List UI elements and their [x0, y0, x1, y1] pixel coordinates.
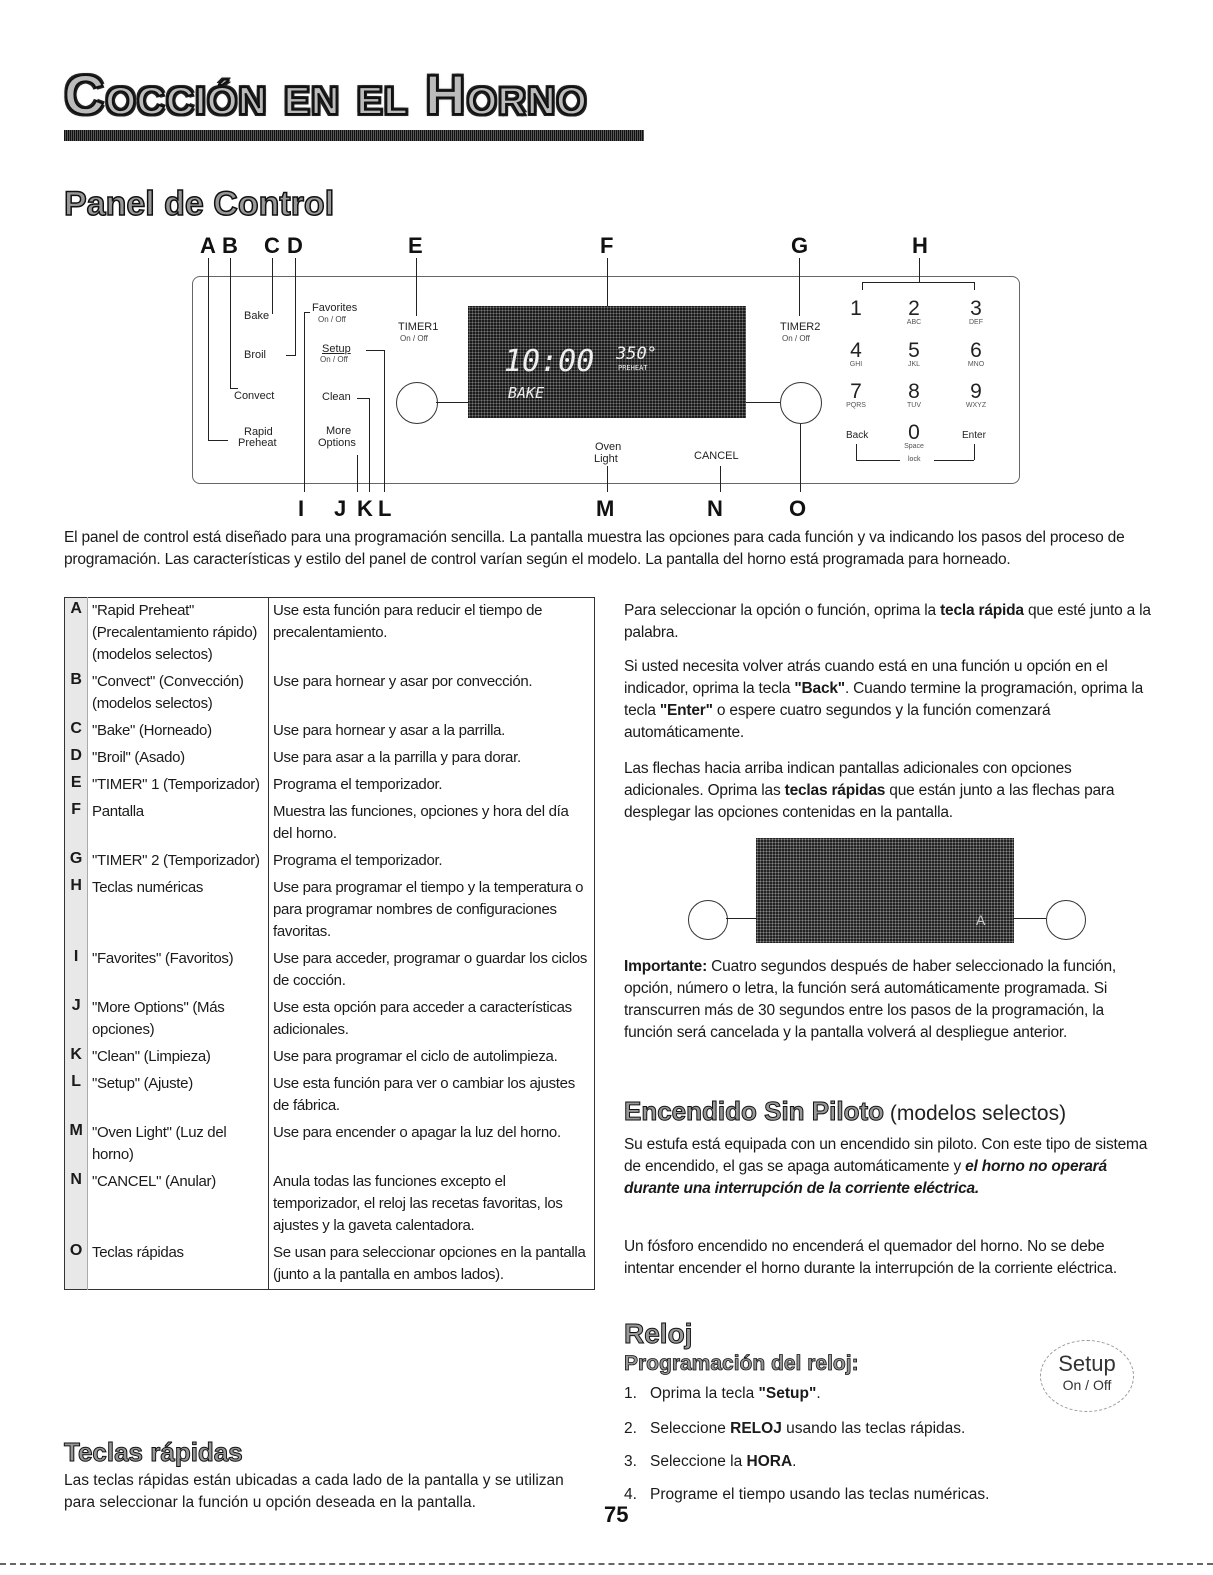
setup-button-label: Setup — [1058, 1351, 1116, 1376]
label-rapid: Rapid — [244, 426, 273, 438]
row-tag: F — [65, 799, 88, 848]
mini-right-soft-key-icon — [1046, 900, 1086, 940]
label-convect: Convect — [234, 390, 275, 402]
paragraph-select: Para seleccionar la opción o función, oprima la tecla rápida que esté junto a la palabra. — [624, 602, 1151, 641]
oven-display — [468, 306, 746, 418]
row-tag: L — [65, 1071, 88, 1120]
row-name: "Convect" (Convección) (modelos selectos) — [88, 669, 269, 718]
row-description: Use esta opción para acceder a características adicionales. — [273, 999, 572, 1038]
row-name: "Rapid Preheat" (Precalentamiento rápido) (modelos selectos) — [88, 598, 269, 670]
row-name: "More Options" (Más opciones) — [88, 995, 269, 1044]
label-bake: Bake — [244, 310, 270, 322]
bottom-rule — [0, 1563, 1213, 1565]
table-row — [65, 995, 595, 1044]
teclas-paragraph: Las teclas rápidas están ubicadas a cada lado de la pantalla y se utilizan para seleccionar la función u opción deseada en la pantalla. — [64, 1472, 564, 1511]
table-row — [65, 1044, 595, 1071]
leader-b-h — [230, 388, 238, 389]
letter-k: K — [357, 496, 373, 521]
letter-m: M — [596, 496, 615, 521]
row-name: "TIMER" 2 (Temporizador) — [88, 848, 269, 875]
label-cancel: CANCEL — [694, 450, 739, 462]
label-timer2: TIMER2 — [780, 321, 821, 333]
table-row — [65, 1120, 595, 1169]
row-description: Se usan para seleccionar opciones en la pantalla (junto a la pantalla en ambos lados). — [273, 1244, 586, 1283]
leader-o — [800, 422, 801, 492]
label-oven: Oven — [595, 441, 622, 453]
display-status: PREHEAT — [618, 364, 648, 372]
key-6: 6 MNO — [967, 339, 985, 368]
leader-n — [720, 466, 721, 492]
key-lock: lock — [908, 456, 921, 463]
row-tag: K — [65, 1044, 88, 1071]
letter-c: C — [264, 233, 280, 258]
left-soft-key-icon — [396, 382, 438, 424]
row-name: "Favorites" (Favoritos) — [88, 946, 269, 995]
leader-c — [272, 258, 273, 314]
key-back: Back — [846, 430, 869, 441]
lock-bracket-l — [856, 444, 857, 460]
table-row — [65, 799, 595, 848]
row-name: "Broil" (Asado) — [88, 745, 269, 772]
row-tag: O — [65, 1240, 88, 1290]
label-favorites: Favorites — [312, 302, 358, 314]
leader-l-h — [366, 350, 384, 351]
leader-l — [384, 350, 385, 492]
row-tag: C — [65, 718, 88, 745]
row-description: Programa el temporizador. — [273, 776, 443, 793]
letter-g: G — [791, 233, 809, 258]
label-light: Light — [594, 453, 618, 465]
section-heading-teclas: Teclas rápidas — [64, 1437, 243, 1467]
mini-left-soft-key-icon — [688, 900, 728, 940]
page-title: Cocción en el Horno — [64, 63, 588, 126]
table-row — [65, 598, 595, 670]
step-1: 1. Oprima la tecla "Setup". — [624, 1385, 821, 1402]
row-description: Programa el temporizador. — [273, 852, 443, 869]
leader-h-l — [862, 282, 863, 290]
label-setup: Setup — [322, 343, 351, 355]
table-row — [65, 718, 595, 745]
key-enter: Enter — [962, 430, 986, 441]
right-soft-key-icon — [780, 382, 822, 424]
letter-b: B — [222, 233, 238, 258]
row-tag: D — [65, 745, 88, 772]
row-description: Muestra las funciones, opciones y hora del día del horno. — [273, 803, 569, 842]
mini-display-illustration — [756, 838, 1014, 943]
page-number: 75 — [604, 1502, 629, 1527]
table-row — [65, 875, 595, 946]
key-9: 9 WXYZ — [965, 380, 987, 409]
letter-a: A — [200, 233, 216, 258]
row-description: Use para encender o apagar la luz del horno. — [273, 1124, 561, 1141]
row-description: Anula todas las funciones excepto el temporizador, el reloj las recetas favoritas, los ajustes y la gaveta calentadora. — [273, 1173, 563, 1234]
table-row — [65, 946, 595, 995]
leader-a-h — [208, 440, 228, 441]
title-rule — [64, 130, 644, 141]
step-4: 4. Programe el tiempo usando las teclas numéricas. — [624, 1486, 990, 1503]
letter-h: H — [912, 233, 928, 258]
key-2: 2 ABC — [906, 297, 922, 326]
label-broil: Broil — [244, 349, 267, 361]
row-description: Use para hornear y asar por convección. — [273, 673, 533, 690]
mini-left-line — [726, 918, 756, 919]
leader-d-h — [286, 355, 296, 356]
row-description: Use esta función para reducir el tiempo de precalentamiento. — [273, 602, 543, 641]
row-description: Use esta función para ver o cambiar los ajustes de fábrica. — [273, 1075, 575, 1114]
table-row — [65, 848, 595, 875]
key-3: 3 DEF — [969, 297, 983, 326]
leader-g — [799, 258, 800, 316]
row-tag: M — [65, 1120, 88, 1169]
label-favorites-sub: On / Off — [318, 315, 346, 324]
leader-h-r — [974, 282, 975, 290]
label-setup-sub: On / Off — [320, 355, 348, 364]
table-row — [65, 1169, 595, 1240]
leader-i-h — [304, 312, 310, 313]
key-1: 1 — [850, 297, 862, 320]
leader-b — [230, 258, 231, 388]
letter-f: F — [600, 233, 614, 258]
key-8: 8 TUV — [907, 380, 921, 409]
key-5: 5 JKL — [907, 339, 921, 368]
letter-l: L — [378, 496, 392, 521]
table-row — [65, 1240, 595, 1290]
row-name: "Clean" (Limpieza) — [88, 1044, 269, 1071]
row-tag: N — [65, 1169, 88, 1240]
row-description: Use para hornear y asar a la parrilla. — [273, 722, 506, 739]
letter-n: N — [707, 496, 723, 521]
step-3: 3. Seleccione la HORA. — [624, 1453, 797, 1470]
row-description: Use para asar a la parrilla y para dorar. — [273, 749, 521, 766]
mini-right-line — [1014, 918, 1046, 919]
label-timer1: TIMER1 — [398, 321, 439, 333]
label-clean: Clean — [322, 391, 351, 403]
row-tag: H — [65, 875, 88, 946]
step-2: 2. Seleccione RELOJ usando las teclas rápidas. — [624, 1420, 966, 1437]
knob-right-line — [746, 402, 780, 403]
lock-bracket-br — [934, 460, 974, 461]
paragraph-back-enter: Si usted necesita volver atrás cuando está en una función u opción en el indicador, oprima la tecla "Back". Cuando termine la programación, oprima la tecla "Enter" o espere cuatro segundos y la función comenzará automáticamente. — [624, 658, 1144, 741]
table-row — [65, 1071, 595, 1120]
row-name: Pantalla — [88, 799, 269, 848]
row-description: Use para programar el tiempo y la temperatura o para programar nombres de configuraciones favoritas. — [273, 879, 584, 940]
display-temp: 350° — [616, 344, 657, 364]
paragraph-arrows: Las flechas hacia arriba indican pantallas adicionales con opciones adicionales. Oprima las teclas rápidas que están junto a las flechas para desplegar las opciones contenidas en la pantalla. — [624, 760, 1115, 821]
label-preheat: Preheat — [238, 437, 277, 449]
setup-button-sub: On / Off — [1062, 1377, 1112, 1393]
setup-button-illustration — [1040, 1340, 1134, 1412]
row-description: Use para programar el ciclo de autolimpieza. — [273, 1048, 558, 1065]
label-more: More — [326, 425, 352, 437]
row-tag: G — [65, 848, 88, 875]
section-heading-panel: Panel de Control — [64, 185, 335, 223]
label-timer2-sub: On / Off — [782, 334, 810, 343]
feature-table — [64, 597, 595, 1290]
row-tag: A — [65, 598, 88, 670]
table-row — [65, 745, 595, 772]
table-row — [65, 669, 595, 718]
up-arrow-indicator: A — [976, 912, 986, 928]
row-name: Teclas numéricas — [88, 875, 269, 946]
row-name: "Oven Light" (Luz del horno) — [88, 1120, 269, 1169]
leader-h — [919, 258, 920, 282]
label-timer1-sub: On / Off — [400, 334, 428, 343]
leader-j — [357, 455, 358, 492]
display-time: 10:00 — [504, 344, 595, 379]
display-mode: BAKE — [508, 384, 545, 402]
row-tag: B — [65, 669, 88, 718]
row-tag: E — [65, 772, 88, 799]
leader-i — [304, 312, 305, 492]
letter-i: I — [298, 496, 305, 521]
row-name: Teclas rápidas — [88, 1240, 269, 1290]
row-name: "TIMER" 1 (Temporizador) — [88, 772, 269, 799]
table-row — [65, 772, 595, 799]
lock-bracket-r — [974, 444, 975, 460]
row-tag: J — [65, 995, 88, 1044]
leader-m — [607, 466, 608, 492]
subheading-programacion: Programación del reloj: — [624, 1352, 859, 1375]
section-heading-reloj: Reloj — [624, 1318, 693, 1349]
paragraph-importante: Importante: Cuatro segundos después de haber seleccionado la función, opción, número o letra, la función será automáticamente programada. Si transcurren más de 30 segundos entre los pasos de la programación, la función será cancelada y la pantalla volverá al despliegue anterior. — [624, 958, 1116, 1041]
key-4: 4 GHI — [849, 339, 863, 368]
key-7: 7 PQRS — [846, 380, 866, 409]
letter-o: O — [789, 496, 807, 521]
letter-j: J — [334, 496, 347, 521]
paragraph-encendido-1: Su estufa está equipada con un encendido sin piloto. Con este tipo de sistema de encendido, el gas se apaga automáticamente y el horno no operará durante una interrupción de la corriente eléctrica. — [624, 1136, 1148, 1197]
leader-h-bar — [862, 282, 974, 283]
knob-left-line — [436, 402, 468, 403]
letter-d: D — [287, 233, 303, 258]
leader-d — [295, 258, 296, 355]
leader-a — [208, 258, 209, 440]
letter-e: E — [408, 233, 423, 258]
row-description: Use para acceder, programar o guardar los ciclos de cocción. — [273, 950, 588, 989]
key-0: 0 Space — [904, 421, 924, 450]
leader-e — [416, 258, 417, 316]
row-name: "CANCEL" (Anular) — [88, 1169, 269, 1240]
row-tag: I — [65, 946, 88, 995]
paragraph-encendido-2: Un fósforo encendido no encenderá el quemador del horno. No se debe intentar encender el horno durante la interrupción de la corriente eléctrica. — [624, 1238, 1117, 1277]
intro-paragraph: El panel de control está diseñado para una programación sencilla. La pantalla muestra las opciones para cada función y va indicando los pasos del proceso de programación. Las características y estilo del panel de control varían según el modelo. La pantalla del horno está programada para horneado. — [64, 529, 1125, 568]
section-heading-encendido: Encendido Sin Piloto (modelos selectos) — [624, 1096, 1067, 1126]
label-options: Options — [318, 437, 356, 449]
leader-k — [369, 398, 370, 492]
lock-bracket-bl — [856, 460, 900, 461]
row-name: "Setup" (Ajuste) — [88, 1071, 269, 1120]
row-name: "Bake" (Horneado) — [88, 718, 269, 745]
leader-k-h — [357, 398, 369, 399]
